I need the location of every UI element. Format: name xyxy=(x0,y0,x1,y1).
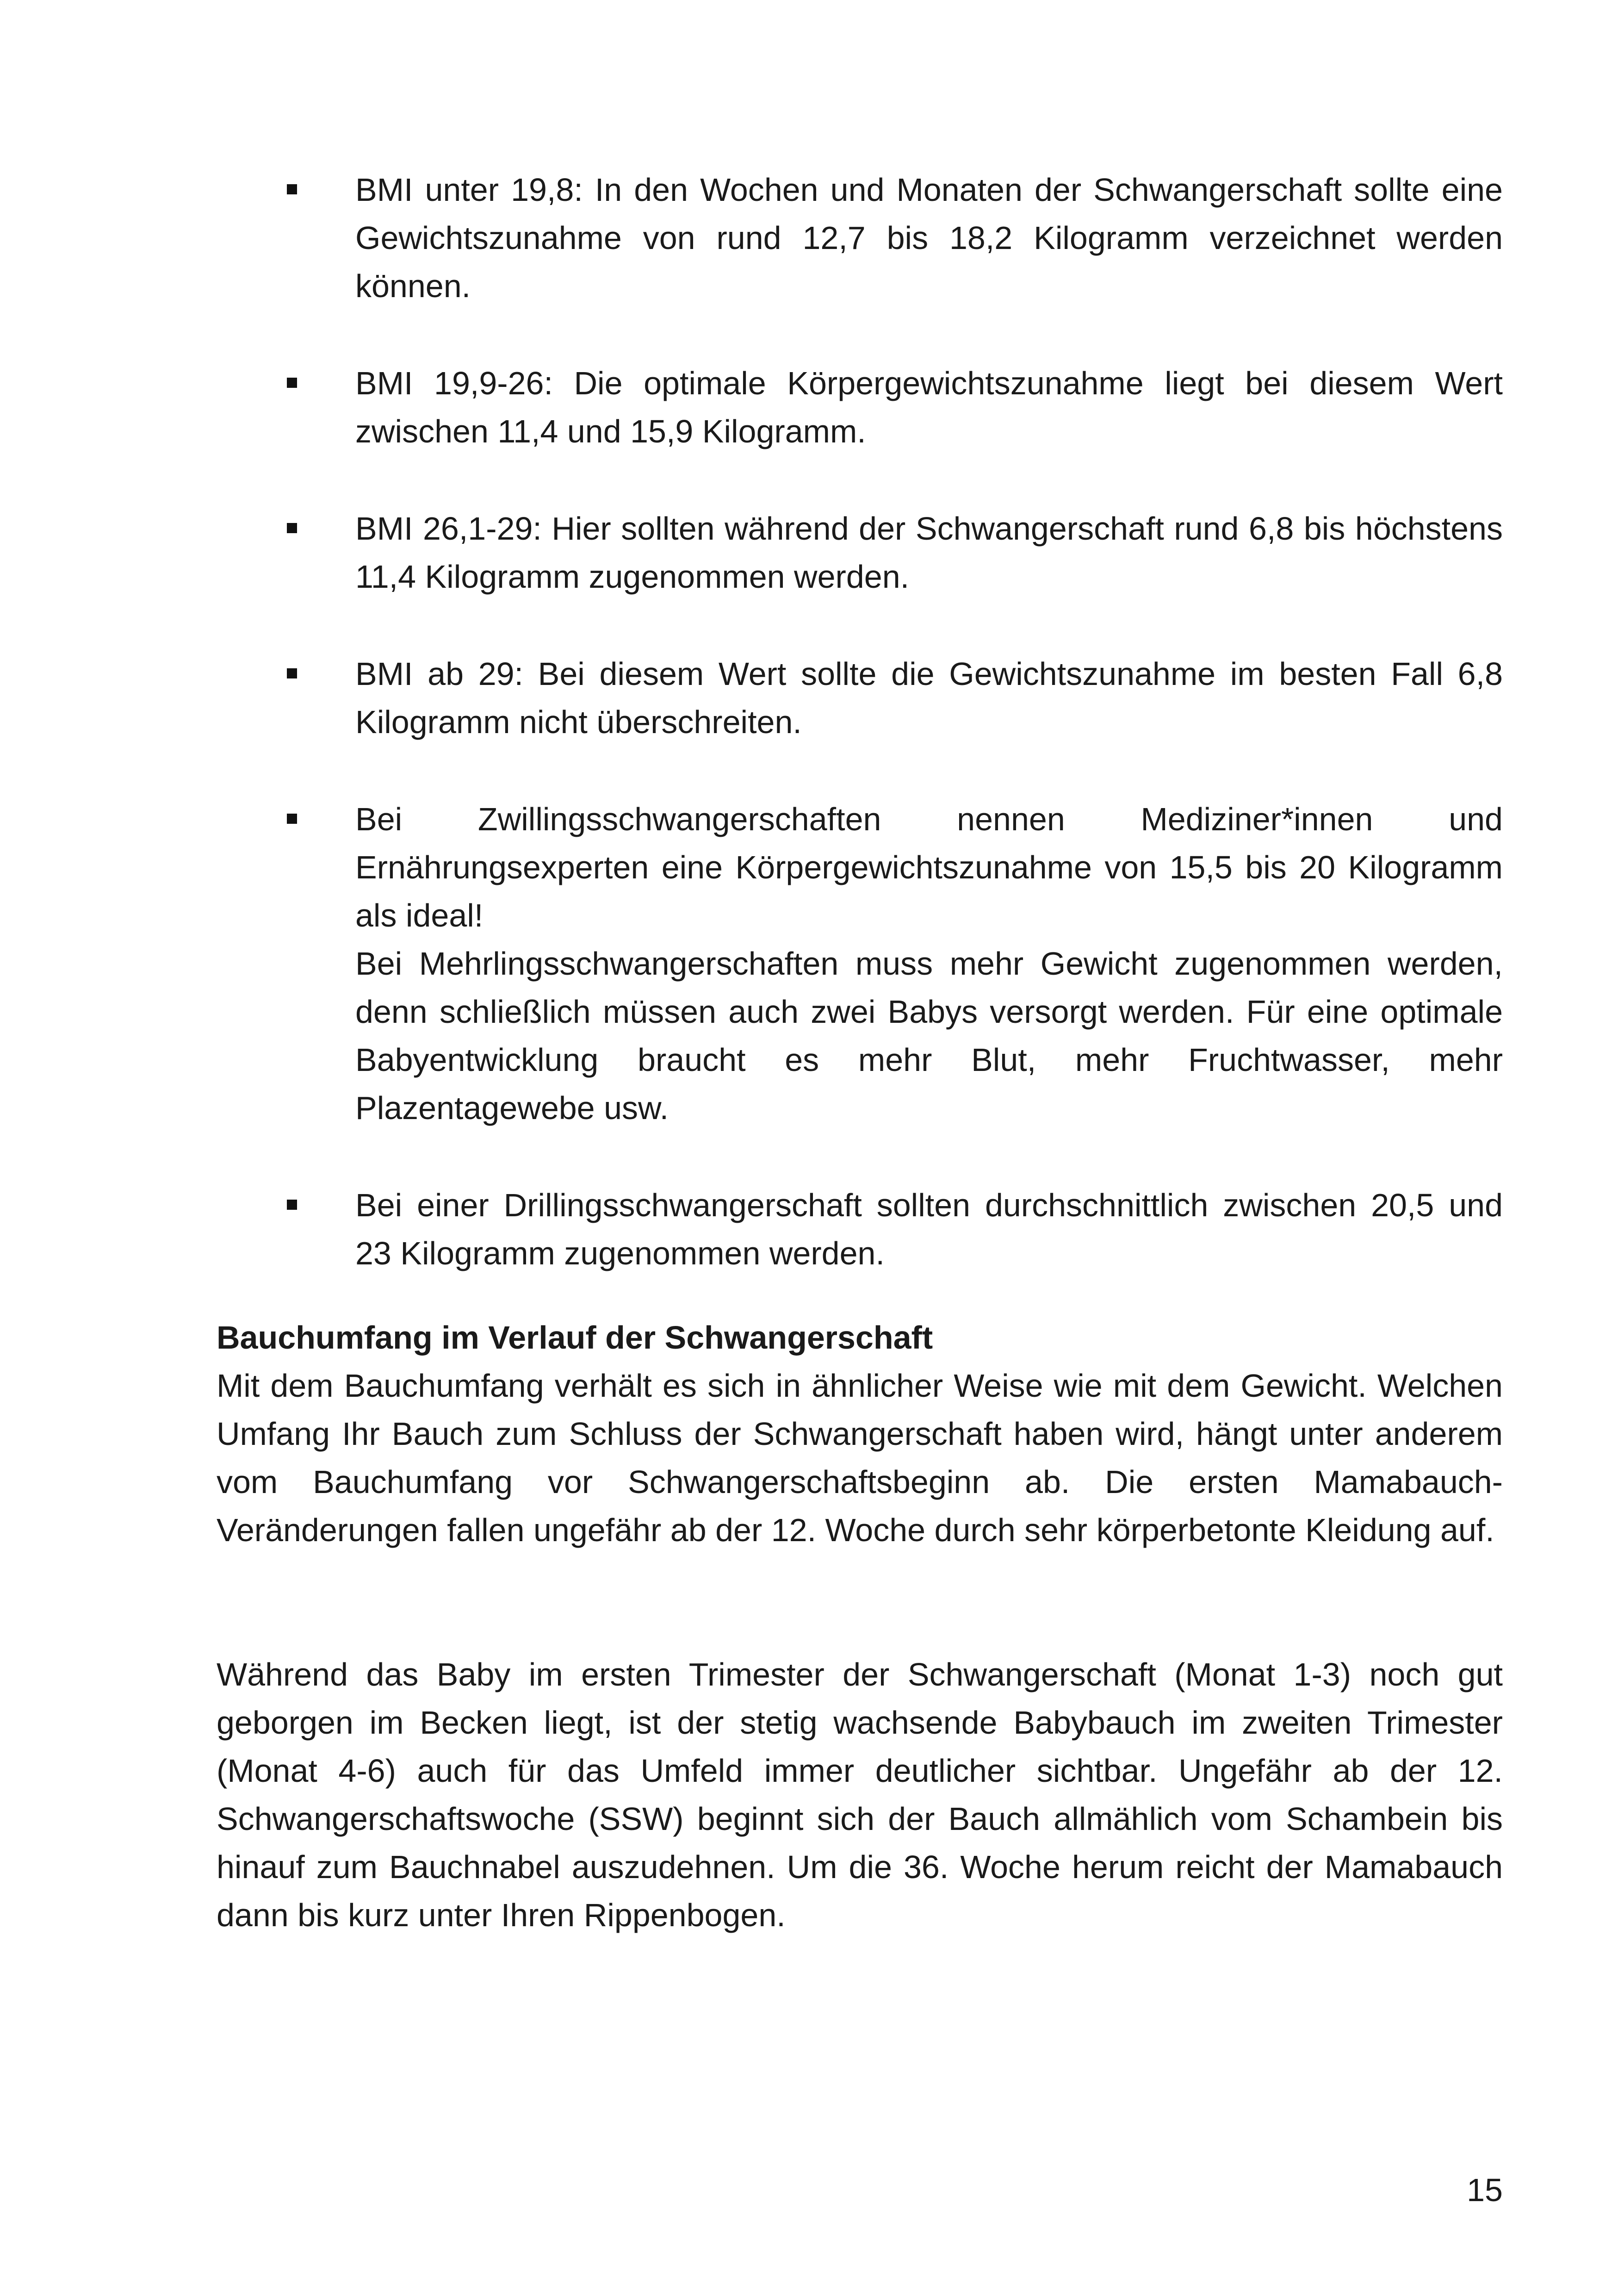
bullet-continuation-text: Bei Mehrlingsschwangerschaften muss mehr Gewicht zugenommen werden, denn schließlich müssen auch zwei Babys versorgt werden. Für eine optimale Babyentwicklung braucht es mehr Blut, mehr Fruchtwasser, mehr Plazentagewebe usw. xyxy=(355,946,1503,1126)
square-bullet-icon xyxy=(287,184,297,194)
bullet-text: BMI ab 29: Bei diesem Wert sollte die Gewichtszunahme im besten Fall 6,8 Kilogramm nicht überschreiten. xyxy=(355,656,1503,740)
page-number: 15 xyxy=(1467,2172,1503,2208)
square-bullet-icon xyxy=(287,814,297,824)
bullet-text: BMI unter 19,8: In den Wochen und Monaten der Schwangerschaft sollte eine Gewichtszunahme von rund 12,7 bis 18,2 Kilogramm verzeichnet werden können. xyxy=(355,172,1503,304)
bullet-text: Bei Zwillingsschwangerschaften nennen Mediziner*innen und Ernährungsexperten eine Körpergewichtszunahme von 15,5 bis 20 Kilogramm als ideal! xyxy=(355,801,1503,933)
section-heading: Bauchumfang im Verlauf der Schwangerschaft xyxy=(217,1319,933,1356)
square-bullet-icon xyxy=(287,1200,297,1210)
square-bullet-icon xyxy=(287,378,297,388)
bullet-text: Bei einer Drillingsschwangerschaft sollten durchschnittlich zwischen 20,5 und 23 Kilogramm zugenommen werden. xyxy=(355,1187,1503,1271)
body-paragraph: Während das Baby im ersten Trimester der Schwangerschaft (Monat 1-3) noch gut geborgen im Becken liegt, ist der stetig wachsende Babybauch im zweiten Trimester (Monat 4-6) auch für das Umfeld immer deutlicher sichtbar. Ungefähr ab der 12. Schwangerschaftswoche (SSW) beginnt sich der Bauch allmählich vom Schambein bis hinauf zum Bauchnabel auszudehnen. Um die 36. Woche herum reicht der Mamabauch dann bis kurz unter Ihren Rippenbogen. xyxy=(217,1656,1503,1933)
body-paragraph: Mit dem Bauchumfang verhält es sich in ähnlicher Weise wie mit dem Gewicht. Welchen Umfang Ihr Bauch zum Schluss der Schwangerschaft haben wird, hängt unter anderem vom Bauchumfang vor Schwangerschaftsbeginn ab. Die ersten Mamabauch-Veränderungen fallen ungefähr ab der 12. Woche durch sehr körperbetonte Kleidung auf. xyxy=(217,1368,1503,1548)
square-bullet-icon xyxy=(287,523,297,533)
bullet-text: BMI 19,9-26: Die optimale Körpergewichtszunahme liegt bei diesem Wert zwischen 11,4 und 15,9 Kilogramm. xyxy=(355,365,1503,449)
bullet-text: BMI 26,1-29: Hier sollten während der Schwangerschaft rund 6,8 bis höchstens 11,4 Kilogramm zugenommen werden. xyxy=(355,510,1503,595)
square-bullet-icon xyxy=(287,668,297,678)
